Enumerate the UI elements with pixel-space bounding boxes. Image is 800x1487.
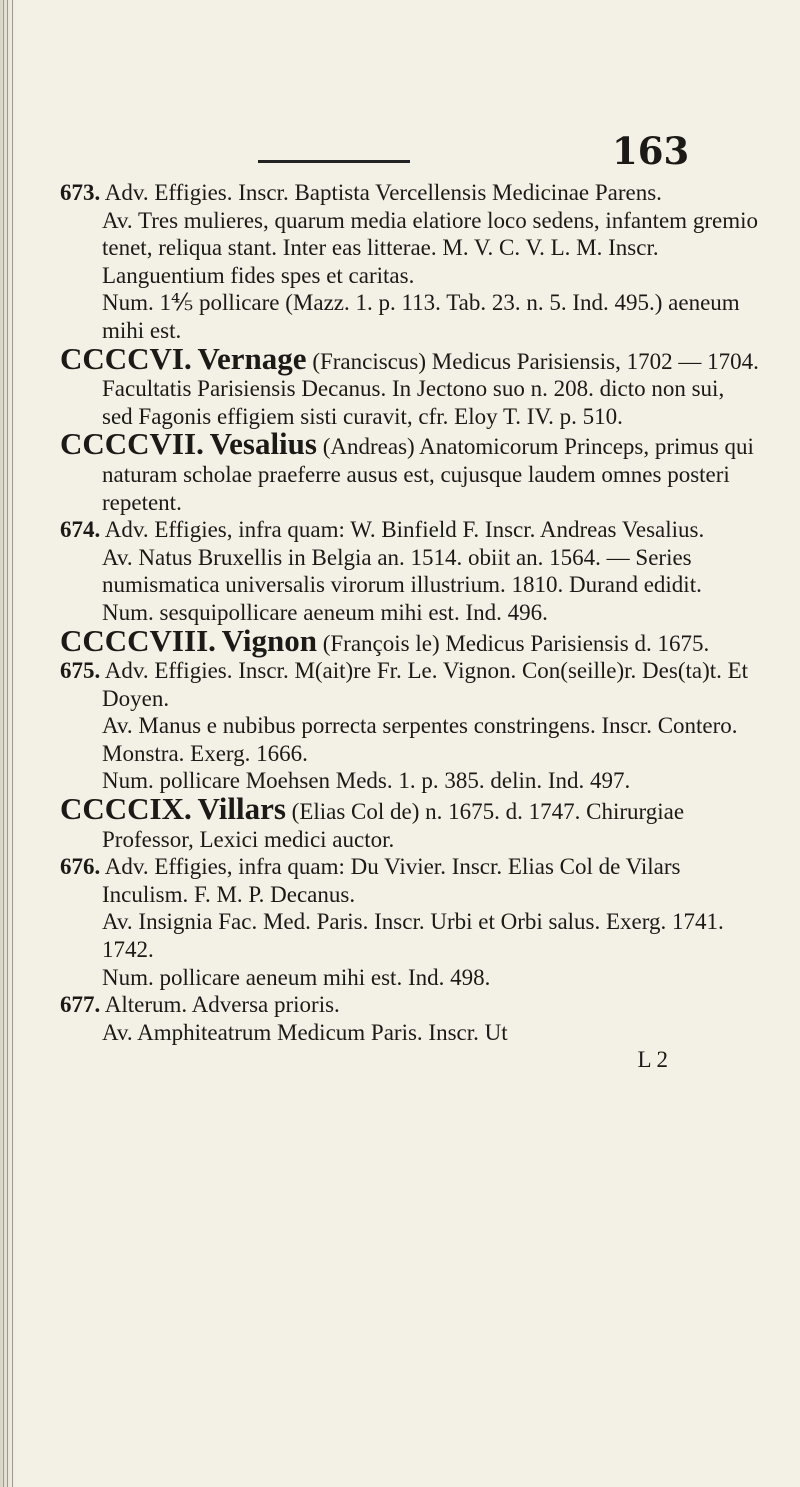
entry-text: Adv. Effigies. Inscr. Baptista Vercellensis Medicinae Parens. <box>104 180 662 205</box>
entry-677 <box>60 991 760 1019</box>
heading-vernage <box>60 340 760 431</box>
heading-number: CCCCVIII. <box>60 622 216 658</box>
heading-vesalius <box>60 426 760 516</box>
heading-vignon <box>60 622 760 658</box>
heading-text: (Franciscus) Medicus Parisiensis, 1702 — 1704. Facultatis Parisiensis Decanus. In Jectono suo n. 208. dicto non sui, sed Fagonis effigiem sisti curavit, cfr. Eloy T. IV. p. 510. <box>102 348 759 429</box>
page-number: 163 <box>612 129 690 173</box>
coin-note: Num. pollicare Moehsen Meds. 1. p. 385. delin. Ind. 497. <box>102 768 631 794</box>
reverse-description: Av. Manus e nubibus porrecta serpentes constringens. Inscr. Contero. Monstra. Exerg. 1666. <box>102 713 738 766</box>
coin-note: Num. pollicare aeneum mihi est. Ind. 498. <box>102 964 491 990</box>
entry-674 <box>60 516 760 544</box>
reverse-description: Av. Tres mulieres, quarum media elatiore loco sedens, infantem gremio tenet, reliqua stant. Inter eas litterae. M. V. C. V. L. M. Inscr. Languentium fides spes et caritas. <box>102 207 758 288</box>
signature-mark: L 2 <box>637 1047 668 1073</box>
entry-text: Adv. Effigies. Inscr. M(ait)re Fr. Le. Vignon. Con(seille)r. Des(ta)t. Et Doyen. <box>102 658 749 711</box>
entry-number: 673. <box>60 180 101 205</box>
entry-text: Adv. Effigies, infra quam: Du Vivier. Inscr. Elias Col de Vilars Inculism. F. M. P. Decanus. <box>102 854 681 907</box>
reverse-description: Av. Insignia Fac. Med. Paris. Inscr. Urbi et Orbi salus. Exerg. 1741. 1742. <box>102 909 724 963</box>
spine-line <box>7 0 8 1487</box>
header-rule <box>258 160 410 163</box>
heading-name: Villars <box>197 791 286 827</box>
heading-text: (Elias Col de) n. 1675. d. 1747. Chirurgiae Professor, Lexici medici auctor. <box>102 799 685 852</box>
entry-number: 675. <box>60 658 101 684</box>
heading-name: Vesalius <box>209 426 317 462</box>
entry-675 <box>60 657 760 712</box>
entry-676 <box>60 853 760 908</box>
coin-note: Num. 1⅘ pollicare (Mazz. 1. p. 113. Tab. 23. n. 5. Ind. 495.) aeneum mihi est. <box>102 290 740 343</box>
entry-number: 676. <box>60 854 101 880</box>
heading-name: Vernage <box>197 340 307 376</box>
page-spine-edge <box>0 0 16 1487</box>
heading-villars <box>60 791 760 853</box>
entry-text: Adv. Effigies, infra quam: W. Binfield F. Inscr. Andreas Vesalius. <box>104 517 705 543</box>
page-text <box>60 179 760 1074</box>
heading-name: Vignon <box>221 622 317 658</box>
entry-673 <box>60 179 760 207</box>
entry-number: 674. <box>60 517 101 543</box>
heading-number: CCCCIX. <box>60 791 192 827</box>
spine-line <box>12 0 13 1487</box>
heading-text: (François le) Medicus Parisiensis d. 1675. <box>322 630 710 656</box>
reverse-description: Av. Natus Bruxellis in Belgia an. 1514. obiit an. 1564. — Series numismatica universalis virorum illustrium. 1810. Durand edidit. <box>102 544 702 598</box>
heading-number: CCCCVII. <box>60 426 204 462</box>
heading-number: CCCCVI. <box>60 340 192 376</box>
reverse-description: Av. Amphiteatrum Medicum Paris. Inscr. Ut <box>102 1019 508 1045</box>
heading-text: (Andreas) Anatomicorum Princeps, primus qui naturam scholae praeferre ausus est, cujusque laudem omnes posteri repetent. <box>102 434 754 515</box>
entry-text: Alterum. Adversa prioris. <box>104 992 340 1018</box>
entry-number: 677. <box>60 992 101 1018</box>
spine-line <box>3 0 4 1487</box>
coin-note: Num. sesquipollicare aeneum mihi est. Ind. 496. <box>102 599 548 625</box>
